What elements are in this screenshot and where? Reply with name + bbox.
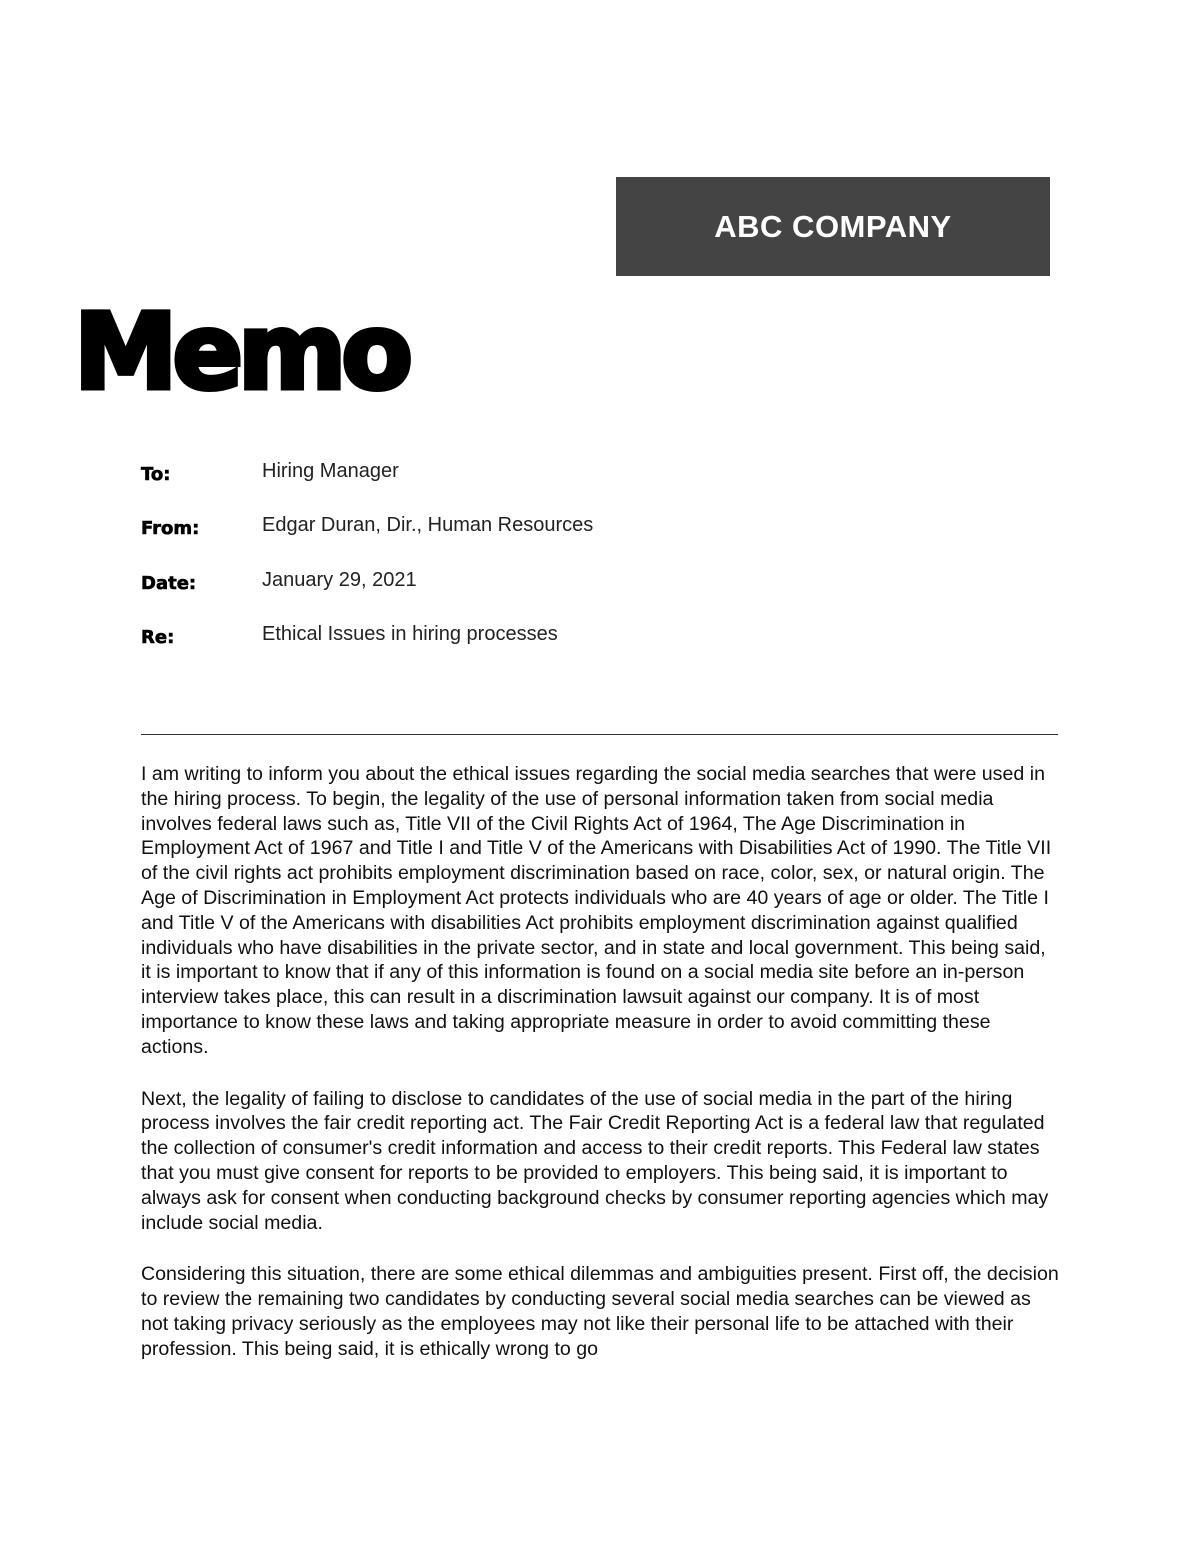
re-label: Re: bbox=[141, 627, 175, 648]
body-paragraph-1: I am writing to inform you about the ethical issues regarding the social media searches that were used in the hiring process. To begin, the legality of the use of personal information taken from social media involves federal laws such as, Title VII of the Civil Rights Act of 1964, The Age Discrimination in Employment Act of 1967 and Title I and Title V of the Americans with Disabilities Act of 1990. The Title VII of the civil rights act prohibits employment discrimination based on race, color, sex, or natural origin. The Age of Discrimination in Employment Act protects individuals who are 40 years of age or older. The Title I and Title V of the Americans with disabilities Act prohibits employment discrimination against qualified individuals who have disabilities in the private sector, and in state and local government. This being said, it is important to know that if any of this information is found on a social media site before an in-person interview takes place, this can result in a discrimination lawsuit against our company. It is of most importance to know these laws and taking appropriate measure in order to avoid committing these actions. bbox=[141, 763, 1052, 1058]
company-name: ABC COMPANY bbox=[714, 208, 952, 244]
date-value: January 29, 2021 bbox=[262, 569, 417, 591]
to-value: Hiring Manager bbox=[262, 460, 399, 482]
re-value: Ethical Issues in hiring processes bbox=[262, 623, 558, 645]
date-label: Date: bbox=[141, 573, 197, 594]
from-label: From: bbox=[141, 518, 200, 539]
memo-title: Memo bbox=[74, 291, 408, 413]
memo-body bbox=[141, 762, 1059, 1389]
to-label: To: bbox=[141, 464, 171, 485]
company-banner bbox=[616, 177, 1050, 276]
body-paragraph-2: Next, the legality of failing to disclose to candidates of the use of social media in the part of the hiring process involves the fair credit reporting act. The Fair Credit Reporting Act is a federal law that regulated the collection of consumer's credit information and access to their credit reports. This Federal law states that you must give consent for reports to be provided to employers. This being said, it is important to always ask for consent when conducting background checks by consumer reporting agencies which may include social media. bbox=[141, 1087, 1049, 1234]
header-divider bbox=[141, 734, 1058, 735]
from-value: Edgar Duran, Dir., Human Resources bbox=[262, 514, 594, 536]
body-paragraph-3: Considering this situation, there are some ethical dilemmas and ambiguities present. First off, the decision to review the remaining two candidates by conducting several social media searches can be viewed as not taking privacy seriously as the employees may not like their personal life to be attached with their profession. This being said, it is ethically wrong to go bbox=[141, 1263, 1059, 1360]
